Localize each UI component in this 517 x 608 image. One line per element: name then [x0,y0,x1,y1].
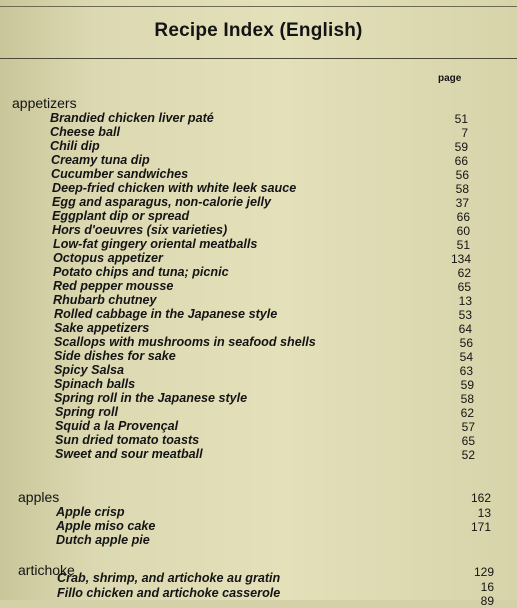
entry-page-number: 51 [454,112,468,126]
entry-page-number: 51 [456,238,470,252]
entry-page-number: 66 [456,210,470,224]
index-entry: Spinach balls [54,377,136,391]
section-heading-appetizers: appetizers [12,95,77,111]
entry-page-number: 13 [458,294,472,308]
entry-page-number: 58 [460,392,474,406]
index-entry: Cheese ball [50,125,120,139]
entry-page-number: 54 [459,350,473,364]
index-entry: Apple miso cake [56,519,156,533]
index-entry: Scallops with mushrooms in seafood shells [54,335,316,349]
entry-page-number: 13 [477,506,491,520]
entry-page-number: 59 [460,378,474,392]
index-entry: Deep-fried chicken with white leek sauce [52,181,297,195]
entry-page-number: 171 [470,520,491,534]
index-entry: Spring roll in the Japanese style [54,391,248,405]
index-entry: Chili dip [50,139,100,153]
entry-page-number: 58 [455,182,469,196]
entry-page-number: 57 [461,420,475,434]
section-heading-artichoke: artichoke [18,562,75,578]
index-entry: Spicy Salsa [54,363,125,377]
index-entry: Side dishes for sake [54,349,176,363]
entry-page-number: 64 [458,322,472,336]
index-entry: Low-fat gingery oriental meatballs [53,237,258,251]
index-entry: Creamy tuna dip [51,153,150,167]
index-entry: Apple crisp [56,505,125,519]
index-entry: Sake appetizers [54,321,150,335]
entry-page-number: 56 [455,168,469,182]
index-entry: Squid a la Provençal [55,419,179,433]
index-entry: Rhubarb chutney [53,293,157,307]
index-entry: Cucumber sandwiches [51,167,189,181]
index-entry: Potato chips and tuna; picnic [53,265,229,279]
section-heading-apples: apples [18,489,60,505]
title-divider [0,58,517,59]
index-entry: Eggplant dip or spread [52,209,190,223]
index-entry: Dutch apple pie [56,533,150,547]
index-entry: Red pepper mousse [53,279,174,293]
entry-page-number: 134 [450,252,471,266]
index-entry: Spring roll [55,405,118,419]
page-title: Recipe Index (English) [154,20,363,41]
index-entry: Egg and asparagus, non-calorie jelly [52,195,272,209]
index-entry: Brandied chicken liver paté [50,111,214,125]
top-edge-line [0,0,517,7]
page-column-header: page [438,73,462,84]
index-entry: Octopus appetizer [53,251,163,265]
index-entry: Crab, shrimp, and artichoke au gratin [57,571,281,585]
entry-page-number: 37 [455,196,469,210]
index-entry: Fillo chicken and artichoke casserole [57,586,281,600]
entry-page-number: 7 [461,126,468,140]
entry-page-number: 65 [457,280,471,294]
entry-page-number: 52 [461,448,475,462]
entry-page-number: 65 [461,434,475,448]
entry-page-number: 89 [480,594,494,608]
index-entry: Rolled cabbage in the Japanese style [54,307,278,321]
entry-page-number: 66 [454,154,468,168]
entry-page-number: 16 [480,580,494,594]
entry-page-number: 63 [459,364,473,378]
entry-page-number: 53 [458,308,472,322]
index-entry: Sweet and sour meatball [55,447,203,461]
entry-page-number: 59 [454,140,468,154]
index-entry: Sun dried tomato toasts [55,433,200,447]
entry-page-number: 56 [459,336,473,350]
section-page-number: 162 [470,491,491,505]
index-entry: Hors d'oeuvres (six varieties) [52,223,228,237]
entry-page-number: 60 [456,224,470,238]
entry-page-number: 62 [460,406,474,420]
section-page-number: 129 [473,565,494,579]
entry-page-number: 62 [457,266,471,280]
